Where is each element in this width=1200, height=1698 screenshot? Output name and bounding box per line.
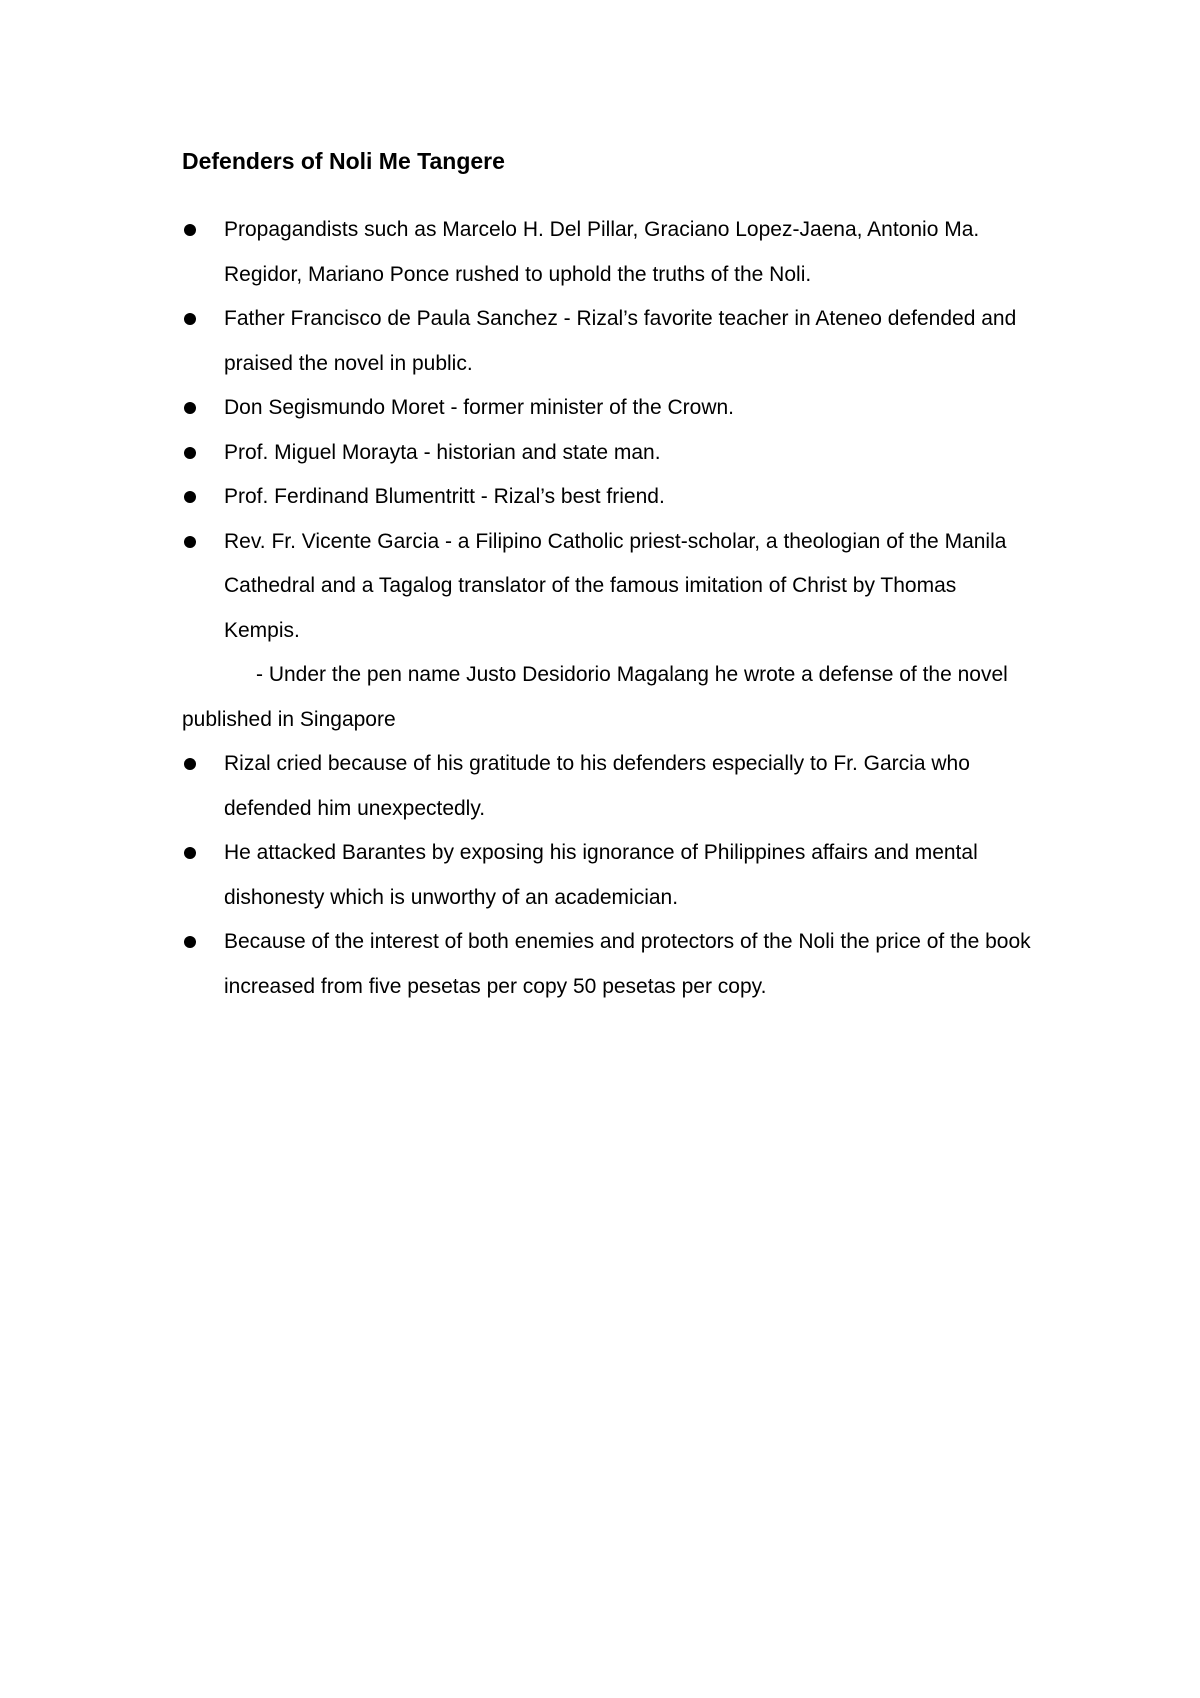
bullet-icon xyxy=(184,847,196,859)
list-item xyxy=(182,920,1032,1009)
bullet-icon xyxy=(184,313,196,325)
bullet-icon xyxy=(184,447,196,459)
list-item xyxy=(182,831,1032,920)
document-content xyxy=(182,146,1032,1009)
bullet-icon xyxy=(184,758,196,770)
defenders-list-continued xyxy=(182,742,1032,1009)
sub-paragraph: - Under the pen name Justo Desidorio Magalang he wrote a defense of the novel published in Singapore xyxy=(182,663,1008,731)
list-item xyxy=(182,742,1032,831)
list-item-text: Propagandists such as Marcelo H. Del Pillar, Graciano Lopez-Jaena, Antonio Ma. Regidor, Mariano Ponce rushed to uphold the truths of the Noli. xyxy=(224,218,980,286)
bullet-icon xyxy=(184,936,196,948)
list-item xyxy=(182,475,1032,520)
list-item xyxy=(182,386,1032,431)
list-item xyxy=(182,297,1032,386)
document-title: Defenders of Noli Me Tangere xyxy=(182,148,505,174)
list-item-text: He attacked Barantes by exposing his ignorance of Philippines affairs and mental dishonesty which is unworthy of an academician. xyxy=(224,841,978,909)
list-item xyxy=(182,208,1032,297)
list-item-text: Rev. Fr. Vicente Garcia - a Filipino Catholic priest-scholar, a theologian of the Manila Cathedral and a Tagalog translator of the famous imitation of Christ by Thomas Kempis. xyxy=(224,529,1007,642)
bullet-icon xyxy=(184,224,196,236)
list-item-text: Because of the interest of both enemies and protectors of the Noli the price of the book increased from five pesetas per copy 50 pesetas per copy. xyxy=(224,930,1031,998)
list-item-text: Prof. Miguel Morayta - historian and state man. xyxy=(224,440,661,464)
list-item xyxy=(182,520,1032,654)
list-item-text: Don Segismundo Moret - former minister of the Crown. xyxy=(224,396,735,419)
list-item-text: Prof. Ferdinand Blumentritt - Rizal’s best friend. xyxy=(224,485,665,508)
list-item xyxy=(182,431,1032,476)
list-item-text: Father Francisco de Paula Sanchez - Rizal’s favorite teacher in Ateneo defended and praised the novel in public. xyxy=(224,307,1017,375)
bullet-icon xyxy=(184,536,196,548)
bullet-icon xyxy=(184,402,196,414)
bullet-icon xyxy=(184,491,196,503)
list-item-text: Rizal cried because of his gratitude to his defenders especially to Fr. Garcia who defended him unexpectedly. xyxy=(224,752,970,820)
defenders-list xyxy=(182,208,1032,653)
